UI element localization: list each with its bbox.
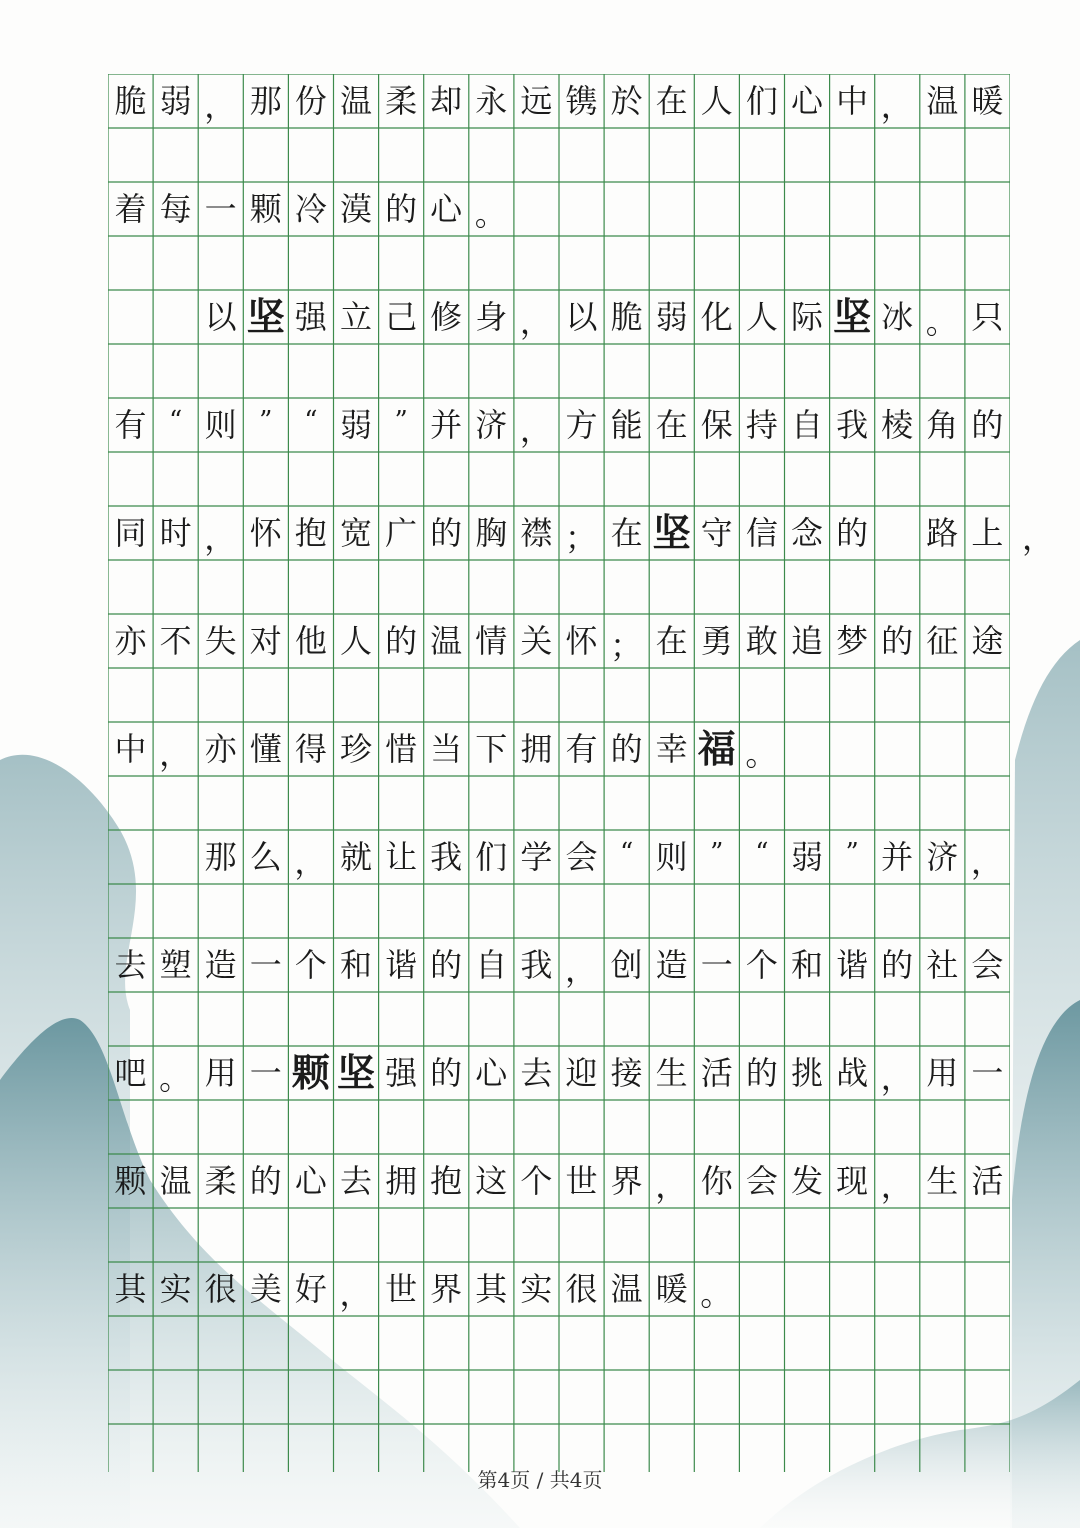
grid-character: 让 — [385, 838, 418, 876]
grid-character: 现 — [836, 1162, 869, 1200]
grid-character: ， — [880, 87, 913, 125]
grid-character: 宽 — [339, 514, 372, 552]
grid-character: 在 — [655, 82, 688, 120]
grid-character: ； — [610, 627, 643, 665]
grid-character: 着 — [114, 190, 147, 228]
grid-character: 一 — [249, 946, 282, 984]
grid-character: ， — [519, 411, 552, 449]
grid-character: 的 — [881, 946, 914, 984]
grid-character: 人 — [700, 82, 733, 120]
grid-character: 对 — [249, 622, 282, 660]
grid-character: 中 — [836, 82, 869, 120]
grid-character: 生 — [926, 1162, 959, 1200]
grid-character: 吧 — [114, 1054, 147, 1092]
grid-character: 一 — [971, 1054, 1004, 1092]
grid-character: 人 — [745, 298, 778, 336]
grid-character: 济 — [926, 838, 959, 876]
grid-character: 的 — [745, 1054, 778, 1092]
grid-character: 暖 — [655, 1270, 688, 1308]
grid-character: ， — [519, 303, 552, 341]
grid-character: 亦 — [114, 622, 147, 660]
grid-character: 拥 — [520, 730, 553, 768]
grid-character: 弱 — [655, 298, 688, 336]
grid-character: 实 — [520, 1270, 553, 1308]
grid-character: 有 — [565, 730, 598, 768]
grid-character: 珍 — [339, 730, 372, 768]
grid-character: 和 — [339, 946, 372, 984]
grid-character: 心 — [790, 82, 823, 120]
grid-character: 温 — [430, 622, 463, 660]
grid-character: 。 — [745, 735, 778, 773]
grid-character: 坚 — [833, 294, 872, 339]
grid-character: 则 — [204, 406, 237, 444]
grid-character: 襟 — [520, 514, 553, 552]
grid-character: 济 — [475, 406, 508, 444]
grid-character: 个 — [745, 946, 778, 984]
grid-character: 界 — [430, 1270, 463, 1308]
grid-character: 怀 — [249, 514, 282, 552]
page-number: 第4页 / 共4页 — [477, 1468, 603, 1492]
grid-character: ； — [565, 519, 598, 557]
grid-character: 脆 — [610, 298, 643, 336]
grid-character: 下 — [475, 730, 508, 768]
grid-character: 。 — [700, 1275, 733, 1313]
grid-character: 福 — [697, 726, 736, 771]
grid-character: 颗 — [114, 1162, 147, 1200]
grid-character: 接 — [610, 1054, 643, 1092]
grid-character: 个 — [520, 1162, 553, 1200]
grid-character: 远 — [520, 82, 553, 120]
grid-character: 。 — [159, 1059, 192, 1097]
grid-character: 创 — [610, 946, 643, 984]
grid-character: ” — [394, 406, 408, 436]
grid-character: ， — [565, 951, 598, 989]
grid-character: 怀 — [565, 622, 598, 660]
grid-character: 的 — [971, 406, 1004, 444]
grid-character: 学 — [520, 838, 553, 876]
grid-character: 人 — [339, 622, 372, 660]
grid-character: 的 — [385, 622, 418, 660]
grid-character: 实 — [159, 1270, 192, 1308]
grid-character: 抱 — [294, 514, 327, 552]
grid-character: 发 — [790, 1162, 823, 1200]
grid-character: 心 — [430, 190, 463, 228]
grid-character: 柔 — [385, 82, 418, 120]
grid-character: 的 — [836, 514, 869, 552]
grid-character: 一 — [204, 190, 237, 228]
grid-character: 以 — [565, 298, 598, 336]
grid-character: 去 — [114, 946, 147, 984]
grid-character: 信 — [745, 514, 778, 552]
grid-character: 心 — [475, 1054, 508, 1092]
grid-character: 以 — [204, 298, 237, 336]
grid-character: 则 — [655, 838, 688, 876]
grid-character: 於 — [610, 82, 643, 120]
grid-character: 迎 — [565, 1054, 598, 1092]
grid-character: 追 — [790, 622, 823, 660]
grid-character: 世 — [385, 1270, 418, 1308]
grid-character: 去 — [520, 1054, 553, 1092]
grid-character: 柔 — [204, 1162, 237, 1200]
grid-character: 这 — [475, 1162, 508, 1200]
grid-character: 那 — [204, 838, 237, 876]
grid-character: ， — [970, 843, 1003, 881]
grid-character: ， — [1022, 519, 1055, 557]
grid-character: 化 — [700, 298, 733, 336]
grid-character: “ — [755, 838, 769, 868]
grid-character: 那 — [249, 82, 282, 120]
grid-character: ， — [880, 1167, 913, 1205]
grid-character: 心 — [294, 1162, 327, 1200]
grid-character: 谐 — [385, 946, 418, 984]
grid-character: 们 — [745, 82, 778, 120]
grid-character: 你 — [700, 1162, 733, 1200]
grid-character: 。 — [474, 195, 507, 233]
grid-character: 在 — [655, 622, 688, 660]
grid-character: 失 — [204, 622, 237, 660]
grid-character: 生 — [655, 1054, 688, 1092]
grid-character: 弱 — [339, 406, 372, 444]
grid-character: 时 — [159, 514, 192, 552]
grid-character: 的 — [881, 622, 914, 660]
grid-character: 用 — [204, 1054, 237, 1092]
grid-character: 路 — [926, 514, 959, 552]
grid-character: 征 — [926, 622, 959, 660]
grid-character: 暖 — [971, 82, 1004, 120]
grid-character: “ — [304, 406, 318, 436]
grid-character: 一 — [249, 1054, 282, 1092]
grid-character: ” — [710, 838, 724, 868]
grid-character: 勇 — [700, 622, 733, 660]
grid-character: “ — [168, 406, 183, 436]
grid-character: 惜 — [385, 730, 418, 768]
grid-character: 谐 — [836, 946, 869, 984]
grid-character: ， — [880, 1059, 913, 1097]
grid-character: 我 — [520, 946, 553, 984]
grid-character: 份 — [294, 82, 327, 120]
grid-character: 方 — [565, 406, 598, 444]
grid-character: 世 — [565, 1162, 598, 1200]
grid-character: 挑 — [790, 1054, 823, 1092]
grid-character: 拥 — [385, 1162, 418, 1200]
grid-character: 们 — [475, 838, 508, 876]
grid-character: 弱 — [790, 838, 823, 876]
grid-character: 身 — [475, 298, 508, 336]
grid-character: 永 — [475, 82, 508, 120]
grid-character: 我 — [836, 406, 869, 444]
grid-character: 界 — [610, 1162, 643, 1200]
grid-character: 的 — [430, 946, 463, 984]
grid-character: 持 — [745, 406, 778, 444]
grid-character: 塑 — [159, 946, 192, 984]
grid-character: 并 — [881, 838, 914, 876]
grid-character: 的 — [385, 190, 418, 228]
grid-character: 情 — [475, 622, 508, 660]
grid-character: 。 — [925, 303, 958, 341]
grid-character: ， — [339, 1275, 372, 1313]
grid-character: 棱 — [881, 406, 914, 444]
grid-character: 颗 — [291, 1050, 330, 1095]
grid-character: 好 — [294, 1270, 327, 1308]
grid-character: 会 — [971, 946, 1004, 984]
grid-character: ， — [294, 843, 327, 881]
grid-character: 途 — [971, 622, 1004, 660]
grid-character: 梦 — [836, 622, 869, 660]
grid-character: 有 — [114, 406, 147, 444]
grid-character: 角 — [926, 406, 959, 444]
grid-character: 并 — [430, 406, 463, 444]
grid-character: 关 — [520, 622, 553, 660]
grid-character: 修 — [430, 298, 463, 336]
grid-character: 敢 — [745, 622, 778, 660]
grid-character: 温 — [159, 1162, 192, 1200]
grid-character: ” — [845, 838, 859, 868]
grid-character: 我 — [430, 838, 463, 876]
grid-character: 很 — [565, 1270, 598, 1308]
grid-character: 温 — [610, 1270, 643, 1308]
grid-character: 的 — [430, 1054, 463, 1092]
grid-character: “ — [619, 838, 634, 868]
grid-character: 却 — [430, 82, 463, 120]
grid-character: 造 — [655, 946, 688, 984]
grid-character: 每 — [159, 190, 192, 228]
grid-character: 镌 — [565, 82, 598, 120]
grid-character: 活 — [971, 1162, 1004, 1200]
grid-character: 颗 — [249, 190, 282, 228]
grid-character: 强 — [294, 298, 327, 336]
grid-character: 脆 — [114, 82, 147, 120]
grid-character: 上 — [971, 514, 1004, 552]
grid-character: 当 — [430, 730, 463, 768]
grid-character: 他 — [294, 622, 327, 660]
writing-grid — [108, 74, 1055, 1472]
grid-character: 幸 — [655, 730, 688, 768]
grid-character: 在 — [610, 514, 643, 552]
grid-character: 就 — [339, 838, 372, 876]
grid-character: 造 — [204, 946, 237, 984]
grid-character: 广 — [385, 514, 418, 552]
grid-character: 和 — [790, 946, 823, 984]
grid-character: ， — [204, 519, 237, 557]
grid-character: ， — [655, 1167, 688, 1205]
grid-character: 的 — [430, 514, 463, 552]
grid-character: 弱 — [159, 82, 192, 120]
grid-character: 胸 — [475, 514, 508, 552]
grid-character: 会 — [565, 838, 598, 876]
grid-character: 的 — [610, 730, 643, 768]
grid-character: 美 — [249, 1270, 282, 1308]
grid-character: 在 — [655, 406, 688, 444]
grid-character: 际 — [790, 298, 823, 336]
grid-character: 其 — [114, 1270, 147, 1308]
grid-character: 用 — [926, 1054, 959, 1092]
grid-character: 强 — [385, 1054, 418, 1092]
grid-character: 冷 — [294, 190, 327, 228]
grid-character: 能 — [610, 406, 643, 444]
grid-character: 去 — [339, 1162, 372, 1200]
grid-character: 坚 — [246, 294, 285, 339]
grid-character: 念 — [790, 514, 823, 552]
grid-character: 温 — [926, 82, 959, 120]
grid-character: ” — [259, 406, 273, 436]
grid-character: 活 — [700, 1054, 733, 1092]
grid-character: 坚 — [336, 1050, 375, 1095]
grid-character: 己 — [385, 298, 418, 336]
grid-character: 漠 — [339, 190, 372, 228]
grid-character: 得 — [294, 730, 327, 768]
grid-character: 中 — [114, 730, 147, 768]
grid-character: 的 — [249, 1162, 282, 1200]
grid-character: 不 — [159, 622, 192, 660]
grid-character: 自 — [475, 946, 508, 984]
grid-character: 坚 — [652, 510, 691, 555]
grid-character: ， — [159, 735, 192, 773]
grid-character: 冰 — [881, 298, 914, 336]
grid-character: 自 — [790, 406, 823, 444]
grid-character: 立 — [339, 298, 372, 336]
grid-character: 么 — [249, 838, 282, 876]
grid-character: 亦 — [204, 730, 237, 768]
grid-character: ， — [204, 87, 237, 125]
grid-character: 其 — [475, 1270, 508, 1308]
grid-character: 懂 — [249, 730, 282, 768]
grid-character: 抱 — [430, 1162, 463, 1200]
grid-character: 很 — [204, 1270, 237, 1308]
grid-character: 温 — [339, 82, 372, 120]
grid-character: 会 — [745, 1162, 778, 1200]
grid-character: 守 — [700, 514, 733, 552]
grid-character: 保 — [700, 406, 733, 444]
grid-character: 社 — [926, 946, 959, 984]
grid-character: 个 — [294, 946, 327, 984]
grid-character: 同 — [114, 514, 147, 552]
grid-character: 一 — [700, 946, 733, 984]
grid-character: 战 — [836, 1054, 869, 1092]
grid-character: 只 — [971, 298, 1004, 336]
